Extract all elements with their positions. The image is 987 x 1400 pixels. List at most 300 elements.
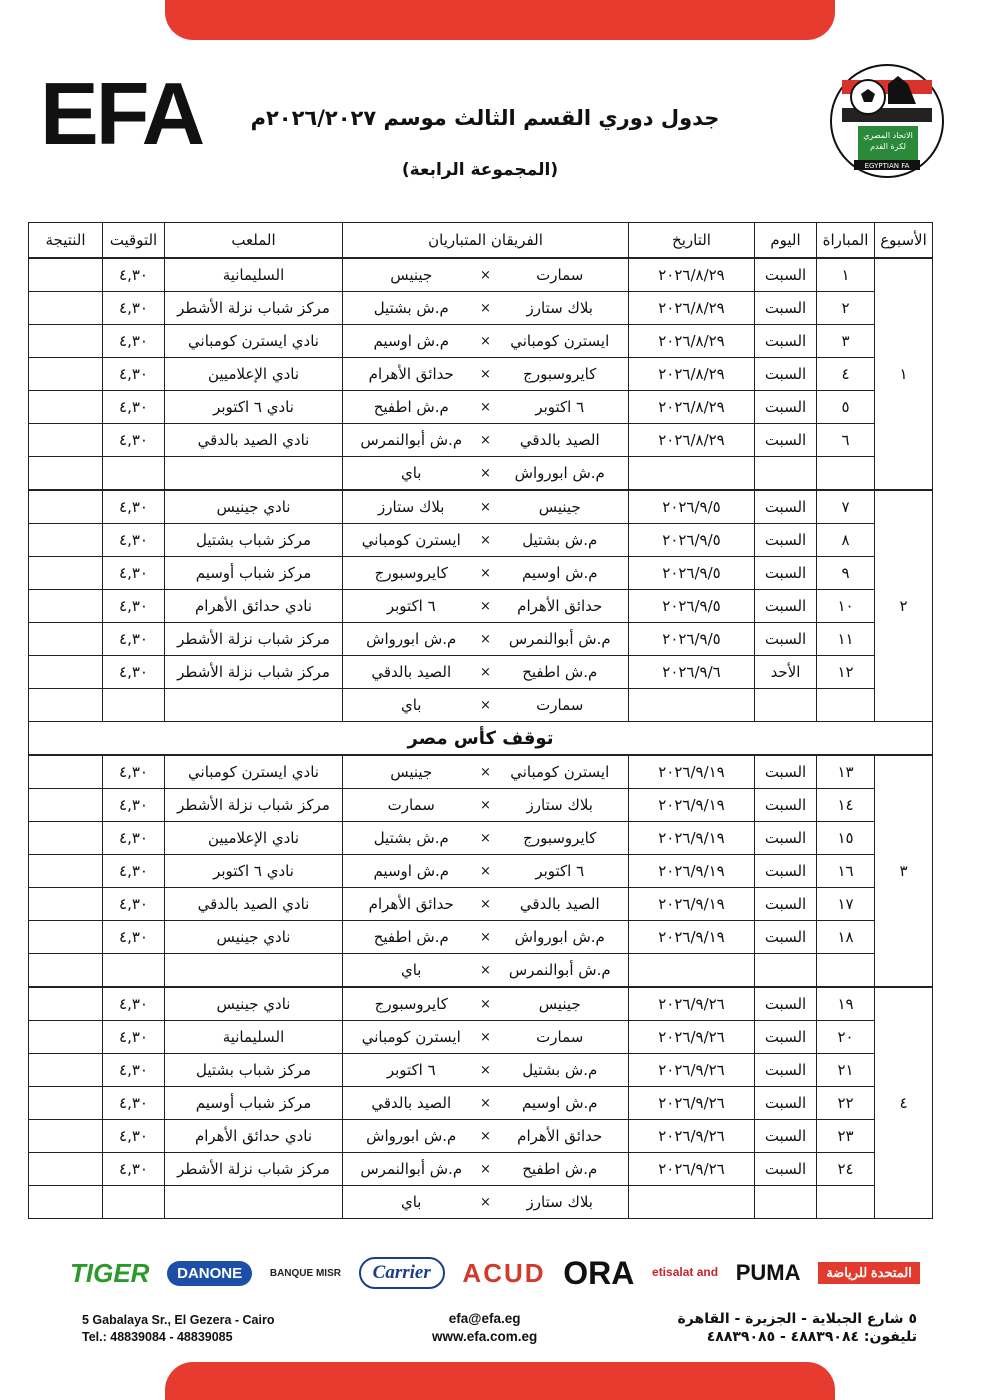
match-teams (343, 292, 629, 325)
match-number: ١٩ (817, 987, 875, 1021)
match-number: ١٣ (817, 755, 875, 789)
home-team: م.ش ابورواش (514, 928, 605, 946)
match-date: ٢٠٢٦/٩/١٩ (629, 921, 755, 954)
match-number: ٢٢ (817, 1087, 875, 1120)
table-row (29, 490, 933, 524)
home-team: م.ش اطفيح (522, 1160, 598, 1178)
table-row (29, 623, 933, 656)
schedule-table (28, 222, 933, 1219)
match-teams (343, 358, 629, 391)
table-row (29, 1120, 933, 1153)
match-day: السبت (755, 1054, 817, 1087)
match-number: ٢٠ (817, 1021, 875, 1054)
match-day: السبت (755, 855, 817, 888)
match-time: ٤,٣٠ (103, 292, 165, 325)
match-day: السبت (755, 623, 817, 656)
match-result (29, 590, 103, 623)
footer-phone-line: Tel.: 48839084 - 48839085 (82, 1329, 233, 1344)
match-time: ٤,٣٠ (103, 822, 165, 855)
versus-mark: × (480, 366, 491, 382)
match-date: ٢٠٢٦/٨/٢٩ (629, 358, 755, 391)
table-row (29, 292, 933, 325)
teams-pair (347, 630, 624, 648)
match-number: ١٠ (817, 590, 875, 623)
footer-website-link[interactable]: www.efa.com.eg (432, 1329, 538, 1345)
away-team: الصيد بالدقي (371, 663, 452, 681)
match-stadium (165, 689, 343, 722)
match-stadium: مركز شباب نزلة الأشطر (165, 292, 343, 325)
away-team: م.ش اوسيم (373, 862, 450, 880)
versus-mark: × (480, 929, 491, 945)
table-row (29, 358, 933, 391)
col-stadium: الملعب (165, 223, 343, 259)
versus-mark: × (480, 764, 491, 780)
match-result (29, 1120, 103, 1153)
match-time: ٤,٣٠ (103, 490, 165, 524)
table-row (29, 1054, 933, 1087)
match-date (629, 689, 755, 722)
match-time: ٤,٣٠ (103, 391, 165, 424)
table-row (29, 888, 933, 921)
match-time: ٤,٣٠ (103, 656, 165, 689)
table-row (29, 954, 933, 988)
table-row (29, 656, 933, 689)
match-day (755, 1186, 817, 1219)
teams-pair (347, 299, 624, 317)
away-team: م.ش أبوالنمرس (360, 1160, 463, 1178)
match-result (29, 557, 103, 590)
table-row (29, 789, 933, 822)
teams-pair (347, 1193, 624, 1211)
match-result (29, 689, 103, 722)
match-result (29, 1054, 103, 1087)
match-date: ٢٠٢٦/٩/٢٦ (629, 1153, 755, 1186)
versus-mark: × (480, 300, 491, 316)
match-teams (343, 457, 629, 491)
match-time: ٤,٣٠ (103, 623, 165, 656)
match-teams (343, 258, 629, 292)
teams-pair (347, 1127, 624, 1145)
match-date: ٢٠٢٦/٩/٦ (629, 656, 755, 689)
versus-mark: × (480, 996, 491, 1012)
match-day: السبت (755, 888, 817, 921)
match-day (755, 689, 817, 722)
versus-mark: × (480, 896, 491, 912)
versus-mark: × (480, 797, 491, 813)
match-day: السبت (755, 490, 817, 524)
match-stadium: مركز شباب أوسيم (165, 557, 343, 590)
home-team: م.ش اطفيح (522, 663, 598, 681)
match-date: ٢٠٢٦/٩/٢٦ (629, 1120, 755, 1153)
match-result (29, 457, 103, 491)
match-stadium: نادي جينيس (165, 987, 343, 1021)
match-teams (343, 987, 629, 1021)
match-stadium: مركز شباب نزلة الأشطر (165, 656, 343, 689)
match-date: ٢٠٢٦/٨/٢٩ (629, 325, 755, 358)
match-teams (343, 325, 629, 358)
versus-mark: × (480, 697, 491, 713)
match-number (817, 457, 875, 491)
match-stadium (165, 954, 343, 988)
match-teams (343, 921, 629, 954)
teams-pair (347, 332, 624, 350)
match-time: ٤,٣٠ (103, 1087, 165, 1120)
match-time: ٤,٣٠ (103, 1153, 165, 1186)
away-team: باي (401, 961, 422, 979)
match-result (29, 656, 103, 689)
match-number: ١٨ (817, 921, 875, 954)
footer-email-link[interactable]: efa@efa.eg (448, 1311, 521, 1326)
page-title: جدول دوري القسم الثالث موسم ٢٠٢٦/٢٠٢٧م (250, 106, 720, 130)
acud-logo: ACUD (462, 1257, 546, 1288)
table-row (29, 822, 933, 855)
match-time: ٤,٣٠ (103, 1120, 165, 1153)
teams-pair (347, 862, 624, 880)
table-row (29, 855, 933, 888)
versus-mark: × (480, 664, 491, 680)
away-team: حدائق الأهرام (368, 895, 454, 913)
col-time: التوقيت (103, 223, 165, 259)
match-stadium: نادي ايسترن كومباني (165, 755, 343, 789)
versus-mark: × (480, 267, 491, 283)
match-result (29, 490, 103, 524)
home-team: ايسترن كومباني (510, 332, 610, 350)
tiger-logo: TIGER (70, 1257, 150, 1288)
top-red-bar (165, 0, 835, 40)
versus-mark: × (480, 532, 491, 548)
away-team: بلاك ستارز (378, 498, 445, 516)
home-team: م.ش أبوالنمرس (508, 630, 611, 648)
match-teams (343, 656, 629, 689)
teams-pair (347, 1160, 624, 1178)
match-teams (343, 1021, 629, 1054)
match-teams (343, 1054, 629, 1087)
match-number: ١٢ (817, 656, 875, 689)
match-result (29, 258, 103, 292)
match-result (29, 325, 103, 358)
teams-pair (347, 1094, 624, 1112)
match-teams (343, 855, 629, 888)
cup-break-banner: توقف كأس مصر (29, 722, 933, 756)
svg-text:الاتحاد المصري: الاتحاد المصري (863, 131, 913, 140)
col-match: المباراة (817, 223, 875, 259)
footer-phone-ar-line: تليفون: ٤٨٨٣٩٠٨٤ - ٤٨٨٣٩٠٨٥ (706, 1329, 917, 1346)
match-stadium: نادي حدائق الأهرام (165, 1120, 343, 1153)
home-team: سمارت (536, 1028, 584, 1046)
match-stadium (165, 1186, 343, 1219)
match-day: السبت (755, 524, 817, 557)
match-teams (343, 391, 629, 424)
home-team: ايسترن كومباني (510, 763, 610, 781)
match-teams (343, 1087, 629, 1120)
match-teams (343, 888, 629, 921)
col-day: اليوم (755, 223, 817, 259)
versus-mark: × (480, 598, 491, 614)
teams-pair (347, 431, 624, 449)
match-time: ٤,٣٠ (103, 789, 165, 822)
match-number: ١٤ (817, 789, 875, 822)
match-teams (343, 1120, 629, 1153)
match-stadium: نادي حدائق الأهرام (165, 590, 343, 623)
match-time (103, 689, 165, 722)
teams-pair (347, 796, 624, 814)
away-team: ايسترن كومباني (361, 1028, 461, 1046)
versus-mark: × (480, 1194, 491, 1210)
match-result (29, 358, 103, 391)
bottom-red-bar (165, 1362, 835, 1400)
teams-pair (347, 1028, 624, 1046)
match-teams (343, 954, 629, 988)
match-time: ٤,٣٠ (103, 424, 165, 457)
match-day: السبت (755, 590, 817, 623)
match-time: ٤,٣٠ (103, 921, 165, 954)
match-number: ٧ (817, 490, 875, 524)
away-team: م.ش أبوالنمرس (360, 431, 463, 449)
match-day (755, 954, 817, 988)
home-team: الصيد بالدقي (519, 431, 600, 449)
match-day: السبت (755, 755, 817, 789)
match-time (103, 1186, 165, 1219)
table-row (29, 689, 933, 722)
home-team: سمارت (536, 696, 584, 714)
etisalat-logo: etisalat and (652, 1265, 719, 1280)
match-number: ٢ (817, 292, 875, 325)
versus-mark: × (480, 499, 491, 515)
away-team: م.ش بشتيل (373, 299, 449, 317)
match-number: ٣ (817, 325, 875, 358)
match-number: ٨ (817, 524, 875, 557)
cup-break-row (29, 722, 933, 756)
teams-pair (347, 398, 624, 416)
match-date: ٢٠٢٦/٩/٥ (629, 557, 755, 590)
table-row (29, 325, 933, 358)
table-row (29, 590, 933, 623)
versus-mark: × (480, 465, 491, 481)
danone-logo: DANONE (167, 1261, 252, 1286)
match-time: ٤,٣٠ (103, 855, 165, 888)
away-team: م.ش ابورواش (366, 630, 457, 648)
match-teams (343, 689, 629, 722)
versus-mark: × (480, 631, 491, 647)
match-teams (343, 1186, 629, 1219)
away-team: باي (401, 464, 422, 482)
match-stadium: السليمانية (165, 258, 343, 292)
match-number: ٢٣ (817, 1120, 875, 1153)
match-stadium: مركز شباب بشتيل (165, 1054, 343, 1087)
match-date: ٢٠٢٦/٩/٢٦ (629, 1087, 755, 1120)
match-date: ٢٠٢٦/٩/٥ (629, 590, 755, 623)
col-teams: الفريقان المتباريان (343, 223, 629, 259)
away-team: م.ش اطفيح (373, 928, 449, 946)
home-team: ٦ اكتوبر (535, 862, 585, 880)
match-stadium: نادي الإعلاميين (165, 822, 343, 855)
match-teams (343, 623, 629, 656)
match-date (629, 954, 755, 988)
match-result (29, 987, 103, 1021)
week-number: ٤ (875, 987, 933, 1219)
teams-pair (347, 895, 624, 913)
table-row (29, 524, 933, 557)
puma-logo: PUMA (735, 1260, 801, 1285)
match-number (817, 1186, 875, 1219)
svg-text:EGYPTIAN FA: EGYPTIAN FA (864, 162, 910, 170)
away-team: م.ش ابورواش (366, 1127, 457, 1145)
match-day: السبت (755, 557, 817, 590)
match-number: ٢١ (817, 1054, 875, 1087)
match-result (29, 822, 103, 855)
match-time (103, 954, 165, 988)
united-sports-logo: المتحدة للرياضة (818, 1262, 920, 1284)
match-time: ٤,٣٠ (103, 258, 165, 292)
table-row (29, 457, 933, 491)
match-result (29, 292, 103, 325)
week-number: ٢ (875, 490, 933, 722)
match-time: ٤,٣٠ (103, 888, 165, 921)
match-day (755, 457, 817, 491)
match-result (29, 424, 103, 457)
match-number: ٦ (817, 424, 875, 457)
versus-mark: × (480, 333, 491, 349)
versus-mark: × (480, 1095, 491, 1111)
away-team: كايروسبورج (374, 564, 448, 582)
match-teams (343, 424, 629, 457)
match-teams (343, 789, 629, 822)
match-stadium: نادي ايسترن كومباني (165, 325, 343, 358)
home-team: الصيد بالدقي (519, 895, 600, 913)
match-day: السبت (755, 358, 817, 391)
away-team: م.ش اوسيم (373, 332, 450, 350)
versus-mark: × (480, 399, 491, 415)
carrier-logo: Carrier (359, 1257, 445, 1289)
teams-pair (347, 928, 624, 946)
match-teams (343, 822, 629, 855)
match-time: ٤,٣٠ (103, 755, 165, 789)
table-row (29, 391, 933, 424)
match-teams (343, 557, 629, 590)
away-team: م.ش اطفيح (373, 398, 449, 416)
match-stadium: مركز شباب بشتيل (165, 524, 343, 557)
footer-address-ar (678, 1310, 917, 1346)
match-date: ٢٠٢٦/٩/٥ (629, 623, 755, 656)
table-row (29, 987, 933, 1021)
match-day: السبت (755, 424, 817, 457)
away-team: جينيس (390, 266, 433, 284)
home-team: جينيس (538, 995, 581, 1013)
table-row (29, 755, 933, 789)
home-team: م.ش اوسيم (521, 564, 598, 582)
home-team: كايروسبورج (523, 365, 597, 383)
teams-pair (347, 961, 624, 979)
match-result (29, 888, 103, 921)
match-date: ٢٠٢٦/٩/٥ (629, 490, 755, 524)
away-team: ٦ اكتوبر (386, 597, 436, 615)
away-team: كايروسبورج (374, 995, 448, 1013)
home-team: سمارت (536, 266, 584, 284)
match-date: ٢٠٢٦/٩/٢٦ (629, 1021, 755, 1054)
versus-mark: × (480, 1161, 491, 1177)
match-teams (343, 590, 629, 623)
away-team: م.ش بشتيل (373, 829, 449, 847)
match-day: السبت (755, 391, 817, 424)
sponsor-strip (70, 1248, 920, 1298)
match-number: ١١ (817, 623, 875, 656)
match-result (29, 391, 103, 424)
match-day: السبت (755, 292, 817, 325)
match-date: ٢٠٢٦/٩/١٩ (629, 888, 755, 921)
match-result (29, 755, 103, 789)
match-stadium: نادي ٦ اكتوبر (165, 391, 343, 424)
match-stadium: مركز شباب نزلة الأشطر (165, 1153, 343, 1186)
match-time: ٤,٣٠ (103, 987, 165, 1021)
versus-mark: × (480, 1029, 491, 1045)
teams-pair (347, 531, 624, 549)
versus-mark: × (480, 432, 491, 448)
match-time: ٤,٣٠ (103, 1021, 165, 1054)
match-result (29, 789, 103, 822)
match-date: ٢٠٢٦/٩/٢٦ (629, 987, 755, 1021)
schedule-body (29, 258, 933, 1219)
match-date: ٢٠٢٦/٩/١٩ (629, 822, 755, 855)
banque-misr-logo: BANQUE MISR (269, 1267, 341, 1279)
away-team: سمارت (387, 796, 435, 814)
match-stadium: نادي ٦ اكتوبر (165, 855, 343, 888)
match-day: السبت (755, 1120, 817, 1153)
match-time: ٤,٣٠ (103, 1054, 165, 1087)
match-date: ٢٠٢٦/٩/٥ (629, 524, 755, 557)
footer-contacts (432, 1310, 537, 1346)
match-result (29, 855, 103, 888)
match-date: ٢٠٢٦/٩/٢٦ (629, 1054, 755, 1087)
table-row (29, 921, 933, 954)
match-teams (343, 490, 629, 524)
match-date: ٢٠٢٦/٨/٢٩ (629, 258, 755, 292)
table-header-row (29, 223, 933, 259)
teams-pair (347, 498, 624, 516)
home-team: بلاك ستارز (526, 299, 593, 317)
match-day: السبت (755, 258, 817, 292)
match-day: السبت (755, 921, 817, 954)
match-stadium: نادي الإعلاميين (165, 358, 343, 391)
versus-mark: × (480, 863, 491, 879)
versus-mark: × (480, 962, 491, 978)
match-stadium (165, 457, 343, 491)
match-teams (343, 755, 629, 789)
away-team: حدائق الأهرام (368, 365, 454, 383)
teams-pair (347, 1061, 624, 1079)
versus-mark: × (480, 1128, 491, 1144)
match-day: السبت (755, 789, 817, 822)
match-teams (343, 524, 629, 557)
teams-pair (347, 365, 624, 383)
week-number: ٣ (875, 755, 933, 987)
match-number: ٥ (817, 391, 875, 424)
match-day: السبت (755, 822, 817, 855)
table-row (29, 1087, 933, 1120)
footer-address-en (82, 1312, 274, 1346)
home-team: م.ش اوسيم (521, 1094, 598, 1112)
match-time: ٤,٣٠ (103, 325, 165, 358)
match-date: ٢٠٢٦/٩/١٩ (629, 855, 755, 888)
footer-address-ar-line: ٥ شارع الجبلاية - الجزيرة - القاهرة (677, 1311, 917, 1327)
teams-pair (347, 663, 624, 681)
match-result (29, 954, 103, 988)
home-team: م.ش بشتيل (522, 1061, 598, 1079)
egyptian-fa-crest-icon (828, 62, 946, 180)
teams-pair (347, 266, 624, 284)
week-number: ١ (875, 258, 933, 490)
match-date: ٢٠٢٦/٨/٢٩ (629, 292, 755, 325)
match-number: ٤ (817, 358, 875, 391)
